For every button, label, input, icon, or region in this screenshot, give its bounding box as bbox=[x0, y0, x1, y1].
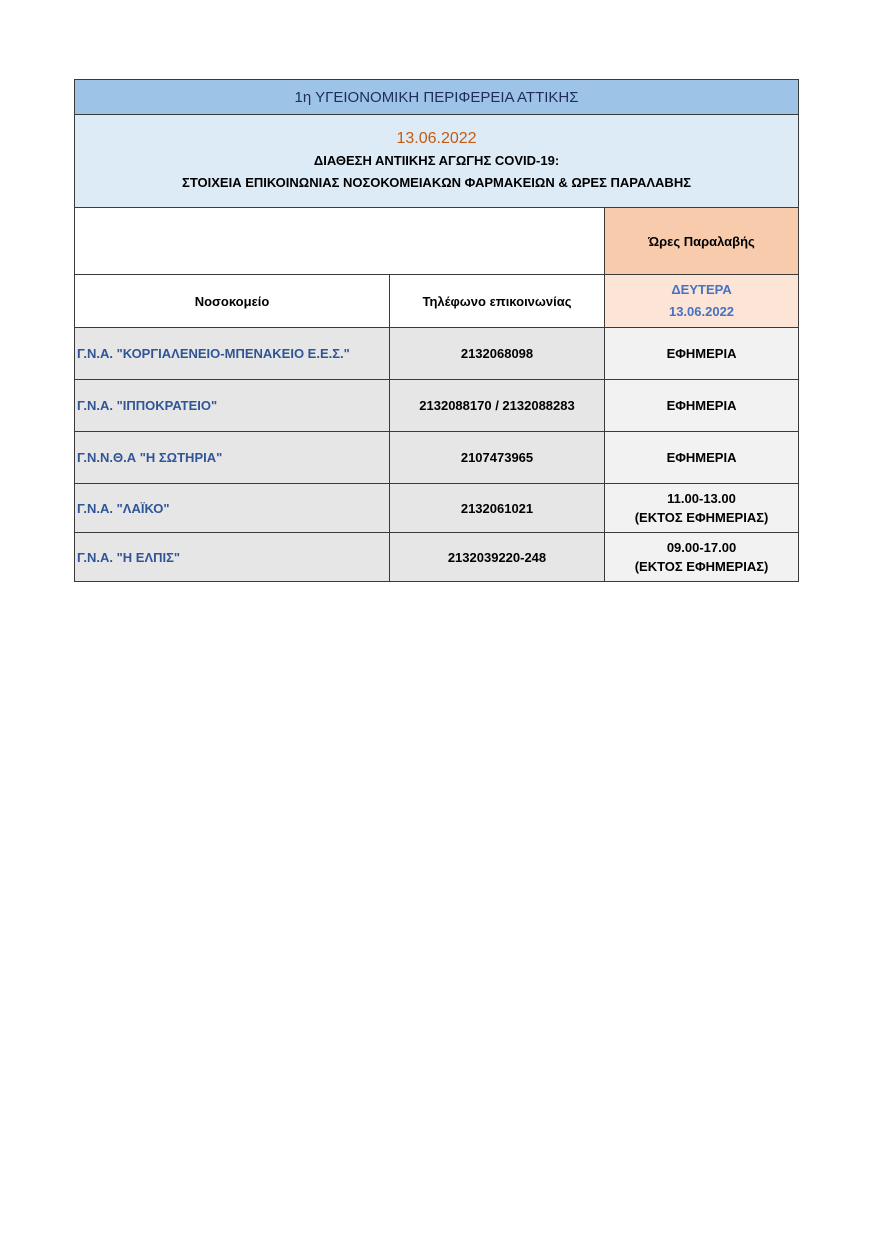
day-name: ΔΕΥΤΕΡΑ bbox=[671, 282, 732, 297]
day-date: 13.06.2022 bbox=[668, 304, 735, 319]
region-title: 1η ΥΓΕΙΟΝΟΜΙΚΗ ΠΕΡΙΦΕΡΕΙΑ ΑΤΤΙΚΗΣ bbox=[75, 80, 799, 115]
column-header-phone: Τηλέφωνο επικοινωνίας bbox=[390, 275, 605, 328]
column-header-day bbox=[605, 275, 799, 328]
pickup-hours-line-1: ΕΦΗΜΕΡΙΑ bbox=[666, 346, 737, 361]
phone-number: 2132039220-248 bbox=[390, 533, 605, 582]
hours-header: Ώρες Παραλαβής bbox=[605, 208, 799, 275]
hospital-name: Γ.Ν.Α. "ΚΟΡΓΙΑΛΕΝΕΙΟ-ΜΠΕΝΑΚΕΙΟ Ε.Ε.Σ." bbox=[75, 328, 390, 380]
pickup-hours-line-2: (ΕΚΤΟΣ ΕΦΗΜΕΡΙΑΣ) bbox=[634, 559, 769, 574]
pickup-hours-line-1: 09.00-17.00 bbox=[666, 540, 737, 555]
info-line-1: ΔΙΑΘΕΣΗ ΑΝΤΙΙΚΗΣ ΑΓΩΓΗΣ COVID-19: bbox=[313, 153, 560, 168]
hospital-name: Γ.Ν.Α. "ΙΠΠΟΚΡΑΤΕΙΟ" bbox=[75, 380, 390, 432]
pickup-hours bbox=[605, 432, 799, 484]
table-row bbox=[75, 380, 799, 432]
hospital-name: Γ.Ν.Ν.Θ.Α "Η ΣΩΤΗΡΙΑ" bbox=[75, 432, 390, 484]
table-row bbox=[75, 484, 799, 533]
phone-number: 2132061021 bbox=[390, 484, 605, 533]
info-line-2: ΣΤΟΙΧΕΙΑ ΕΠΙΚΟΙΝΩΝΙΑΣ ΝΟΣΟΚΟΜΕΙΑΚΩΝ ΦΑΡΜΑΚΕΙΩΝ & ΩΡΕΣ ΠΑΡΑΛΑΒΗΣ bbox=[182, 175, 692, 190]
pickup-hours-line-2: (ΕΚΤΟΣ ΕΦΗΜΕΡΙΑΣ) bbox=[634, 510, 769, 525]
pickup-hours bbox=[605, 533, 799, 582]
phone-number: 2132088170 / 2132088283 bbox=[390, 380, 605, 432]
pickup-hours-line-1: 11.00-13.00 bbox=[667, 491, 736, 506]
table-row bbox=[75, 432, 799, 484]
column-header-hospital: Νοσοκομείο bbox=[75, 275, 390, 328]
pickup-hours bbox=[605, 484, 799, 533]
blank-header-cell bbox=[75, 208, 605, 275]
pharmacy-schedule-table bbox=[74, 79, 799, 582]
pickup-hours-line-1: ΕΦΗΜΕΡΙΑ bbox=[666, 450, 737, 465]
hospital-name: Γ.Ν.Α. "Η ΕΛΠΙΣ" bbox=[75, 533, 390, 582]
pickup-hours bbox=[605, 380, 799, 432]
phone-number: 2107473965 bbox=[390, 432, 605, 484]
info-block bbox=[75, 115, 799, 208]
table-row bbox=[75, 328, 799, 380]
info-date: 13.06.2022 bbox=[396, 130, 477, 147]
table-row bbox=[75, 533, 799, 582]
hospital-name: Γ.Ν.Α. "ΛΑΪΚΟ" bbox=[75, 484, 390, 533]
phone-number: 2132068098 bbox=[390, 328, 605, 380]
pickup-hours bbox=[605, 328, 799, 380]
pickup-hours-line-1: ΕΦΗΜΕΡΙΑ bbox=[666, 398, 737, 413]
